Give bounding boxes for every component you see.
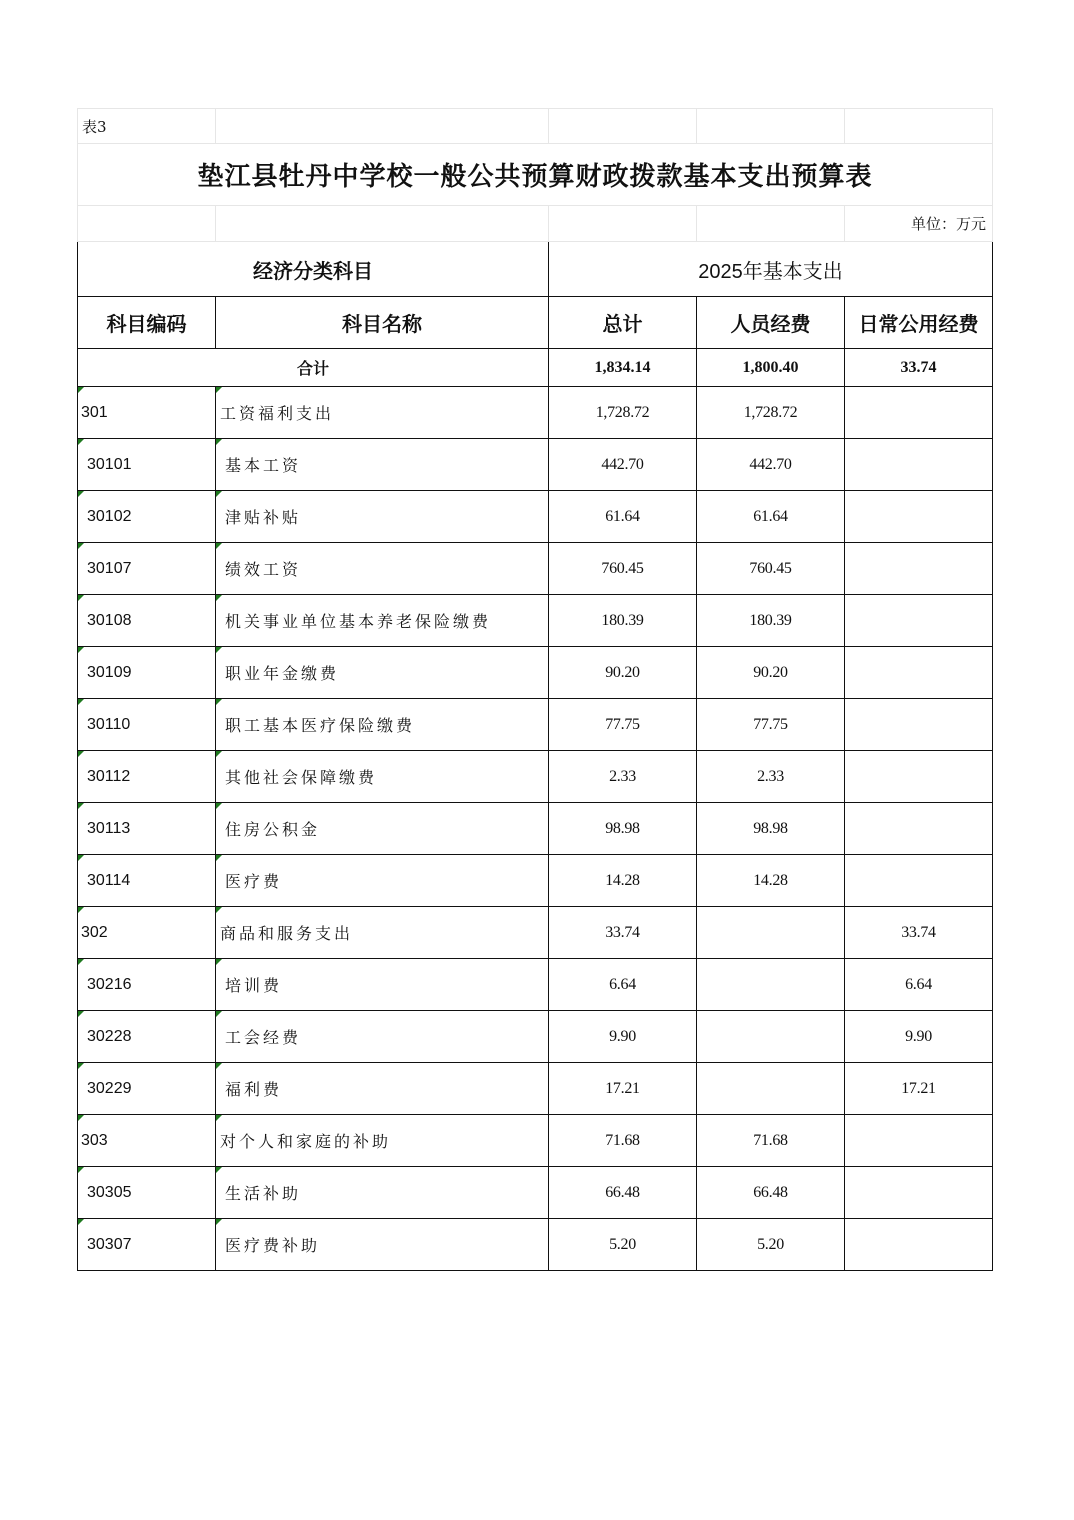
header-basic-expenditure: 2025年基本支出 (549, 242, 993, 297)
empty-cell[interactable] (216, 206, 549, 242)
row-code[interactable]: 302 (78, 907, 216, 959)
row-personnel[interactable]: 180.39 (697, 595, 845, 647)
row-personnel[interactable]: 66.48 (697, 1167, 845, 1219)
row-personnel[interactable]: 71.68 (697, 1115, 845, 1167)
row-public[interactable] (845, 647, 993, 699)
row-code[interactable]: 30305 (78, 1167, 216, 1219)
empty-cell[interactable] (845, 109, 993, 144)
row-public[interactable]: 17.21 (845, 1063, 993, 1115)
row-total[interactable]: 71.68 (549, 1115, 697, 1167)
header-name: 科目名称 (216, 297, 549, 349)
row-total[interactable]: 6.64 (549, 959, 697, 1011)
total-personnel: 1,800.40 (697, 349, 845, 387)
row-public[interactable] (845, 1219, 993, 1271)
row-name[interactable]: 对个人和家庭的补助 (216, 1115, 549, 1167)
table-row (78, 387, 993, 439)
table-row (78, 1115, 993, 1167)
row-personnel[interactable] (697, 907, 845, 959)
table-row (78, 907, 993, 959)
total-public: 33.74 (845, 349, 993, 387)
row-name[interactable]: 职工基本医疗保险缴费 (216, 699, 549, 751)
row-total[interactable]: 77.75 (549, 699, 697, 751)
row-total[interactable]: 33.74 (549, 907, 697, 959)
table-row (78, 595, 993, 647)
row-personnel[interactable] (697, 959, 845, 1011)
row-total[interactable]: 66.48 (549, 1167, 697, 1219)
row-name[interactable]: 工资福利支出 (216, 387, 549, 439)
row-public[interactable] (845, 387, 993, 439)
row-name[interactable]: 医疗费补助 (216, 1219, 549, 1271)
empty-cell[interactable] (697, 109, 845, 144)
row-public[interactable]: 6.64 (845, 959, 993, 1011)
table-row (78, 803, 993, 855)
total-sum: 1,834.14 (549, 349, 697, 387)
row-public[interactable] (845, 1167, 993, 1219)
row-total[interactable]: 5.20 (549, 1219, 697, 1271)
row-total[interactable]: 442.70 (549, 439, 697, 491)
row-public[interactable] (845, 699, 993, 751)
row-public[interactable] (845, 803, 993, 855)
row-public[interactable] (845, 855, 993, 907)
header-public: 日常公用经费 (845, 297, 993, 349)
row-public[interactable] (845, 439, 993, 491)
row-name[interactable]: 津贴补贴 (216, 491, 549, 543)
row-public[interactable] (845, 751, 993, 803)
table-row (78, 543, 993, 595)
row-public[interactable] (845, 595, 993, 647)
row-name[interactable]: 绩效工资 (216, 543, 549, 595)
row-code[interactable]: 301 (78, 387, 216, 439)
table-row (78, 1219, 993, 1271)
row-name[interactable]: 培训费 (216, 959, 549, 1011)
row-total[interactable]: 61.64 (549, 491, 697, 543)
row-public[interactable] (845, 491, 993, 543)
row-code[interactable]: 30110 (78, 699, 216, 751)
table-row (78, 751, 993, 803)
row-name[interactable]: 其他社会保障缴费 (216, 751, 549, 803)
row-total[interactable]: 1,728.72 (549, 387, 697, 439)
unit-label: 单位：万元 (845, 206, 993, 242)
row-public[interactable] (845, 1115, 993, 1167)
row-personnel[interactable]: 90.20 (697, 647, 845, 699)
row-name[interactable]: 职业年金缴费 (216, 647, 549, 699)
row-total[interactable]: 760.45 (549, 543, 697, 595)
budget-table (77, 108, 993, 1271)
row-personnel[interactable]: 5.20 (697, 1219, 845, 1271)
row-public[interactable] (845, 543, 993, 595)
row-name[interactable]: 工会经费 (216, 1011, 549, 1063)
row-code[interactable]: 30216 (78, 959, 216, 1011)
row-personnel[interactable]: 760.45 (697, 543, 845, 595)
row-name[interactable]: 生活补助 (216, 1167, 549, 1219)
row-personnel[interactable]: 442.70 (697, 439, 845, 491)
row-code[interactable]: 30307 (78, 1219, 216, 1271)
row-name[interactable]: 医疗费 (216, 855, 549, 907)
table-row (78, 647, 993, 699)
row-total[interactable]: 98.98 (549, 803, 697, 855)
row-personnel[interactable]: 14.28 (697, 855, 845, 907)
row-code[interactable]: 30113 (78, 803, 216, 855)
empty-cell[interactable] (549, 109, 697, 144)
row-personnel[interactable]: 2.33 (697, 751, 845, 803)
row-code[interactable]: 30108 (78, 595, 216, 647)
row-name[interactable]: 基本工资 (216, 439, 549, 491)
header-personnel: 人员经费 (697, 297, 845, 349)
row-code[interactable]: 303 (78, 1115, 216, 1167)
table-label: 表3 (78, 109, 216, 144)
table-row (78, 855, 993, 907)
row-total[interactable]: 17.21 (549, 1063, 697, 1115)
row-name[interactable]: 商品和服务支出 (216, 907, 549, 959)
row-personnel[interactable]: 98.98 (697, 803, 845, 855)
row-public[interactable]: 33.74 (845, 907, 993, 959)
empty-cell[interactable] (549, 206, 697, 242)
row-name[interactable]: 机关事业单位基本养老保险缴费 (216, 595, 549, 647)
budget-sheet (77, 108, 992, 1271)
empty-cell[interactable] (216, 109, 549, 144)
row-code[interactable]: 30102 (78, 491, 216, 543)
row-public[interactable]: 9.90 (845, 1011, 993, 1063)
row-personnel[interactable] (697, 1011, 845, 1063)
row-code[interactable]: 30114 (78, 855, 216, 907)
table-row (78, 439, 993, 491)
row-total[interactable]: 90.20 (549, 647, 697, 699)
row-total[interactable]: 2.33 (549, 751, 697, 803)
row-code[interactable]: 30228 (78, 1011, 216, 1063)
row-total[interactable]: 14.28 (549, 855, 697, 907)
row-code[interactable]: 30229 (78, 1063, 216, 1115)
header-total: 总计 (549, 297, 697, 349)
total-row (78, 349, 993, 387)
empty-cell[interactable] (78, 206, 216, 242)
empty-cell[interactable] (697, 206, 845, 242)
table-row (78, 1167, 993, 1219)
row-total[interactable]: 180.39 (549, 595, 697, 647)
page-title: 垫江县牡丹中学校一般公共预算财政拨款基本支出预算表 (78, 144, 993, 206)
table-row (78, 1011, 993, 1063)
row-personnel[interactable]: 61.64 (697, 491, 845, 543)
table-row (78, 959, 993, 1011)
table-row (78, 1063, 993, 1115)
total-label: 合计 (78, 349, 549, 387)
header-code: 科目编码 (78, 297, 216, 349)
table-row (78, 491, 993, 543)
row-code[interactable]: 30109 (78, 647, 216, 699)
row-code[interactable]: 30101 (78, 439, 216, 491)
row-name[interactable]: 福利费 (216, 1063, 549, 1115)
row-total[interactable]: 9.90 (549, 1011, 697, 1063)
row-name[interactable]: 住房公积金 (216, 803, 549, 855)
row-personnel[interactable] (697, 1063, 845, 1115)
row-code[interactable]: 30112 (78, 751, 216, 803)
header-economic-classification: 经济分类科目 (78, 242, 549, 297)
row-code[interactable]: 30107 (78, 543, 216, 595)
row-personnel[interactable]: 1,728.72 (697, 387, 845, 439)
row-personnel[interactable]: 77.75 (697, 699, 845, 751)
table-row (78, 699, 993, 751)
